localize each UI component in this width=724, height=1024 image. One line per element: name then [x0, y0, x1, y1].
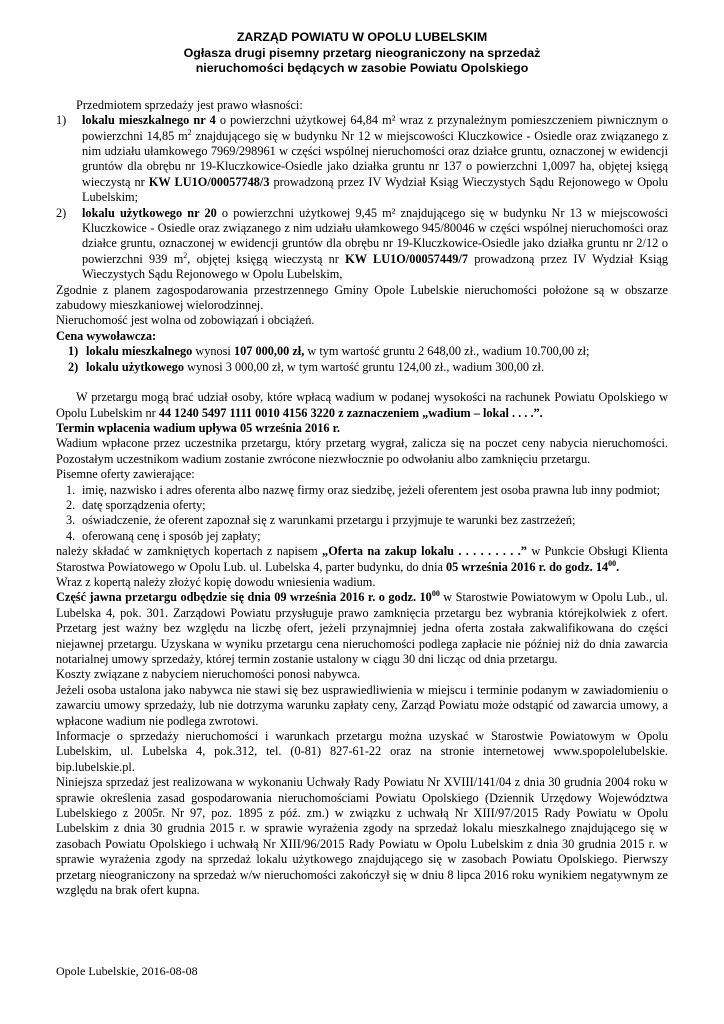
offer-requirement	[56, 529, 668, 544]
header-line-3: nieruchomości będących w zasobie Powiatu Opolskiego	[195, 61, 529, 76]
property-number: 1)	[56, 113, 67, 128]
price-item-amount: 107 000,00 zł,	[233, 344, 305, 359]
announcement-document	[56, 30, 668, 899]
place-and-date: Opole Lubelskie, 2016-08-08	[56, 964, 198, 978]
price-item-type: lokalu mieszkalnego	[86, 344, 193, 359]
property-description: o powierzchni użytkowej 9,45 m² znajdującego się w budynku Nr 13 w miejscowości Kluczkowice - Osiedle oraz związanego z nim udziału ułamkowego 945/80046 w części wspólnej nieruchomości oraz działce gruntu, oznaczonej w ewidencji gruntów dla obrębu nr 19-Kluczkowice-Osiedle jako działka gruntu nr 2/12 o powierzchni 939 m	[82, 205, 668, 266]
submission-text: należy składać w zamkniętych kopertach z napisem	[56, 544, 323, 559]
no-show-paragraph: Jeżeli osoba ustalona jako nabywca nie stawi się bez usprawiedliwienia w miejscu i terminie podanym w zawiadomieniu o zawarciu umowy sprzedaży, lub nie dotrzyma warunku zapłaty ceny, Zarząd Powiatu może odstąpić od zawarcia umowy, a wpłacone wadium nie podlega zwrotowi.	[56, 682, 668, 728]
property-number: 2)	[56, 205, 67, 220]
requirement-number: 4.	[66, 528, 76, 543]
requirement-number: 3.	[66, 513, 76, 528]
opening-details: w Starostwie Powiatowym w Opolu Lub., ul. Lubelska 4, pok. 301. Zarządowi Powiatu przysługuje prawo zamknięcia przetargu bez wybrania którejkolwiek z ofert. Przetarg jest ważny bez względu na liczbę ofert, jeżeli przynajmniej jedna oferta została zakwalifikowana do części niejawnej przetargu. Uzyskana w wyniku przetargu cena nieruchomości podlega zapłacie nie później niż do dnia zawarcia notarialnej umowy sprzedaży, której termin zostanie ustalony w ciągu 30 dni licząc od dnia przetargu.	[56, 590, 669, 666]
intro-paragraph: Przedmiotem sprzedaży jest prawo własności:	[76, 97, 303, 112]
price-item-text: wynosi 3 000,00 zł, w tym wartość gruntu 124,00 zł., wadium 300,00 zł.	[184, 359, 545, 374]
opening-date: Część jawna przetargu odbędzie się dnia 09 września 2016 r. o godz. 10	[56, 590, 432, 605]
property-description: o powierzchni użytkowej 64,84 m² wraz z przynależnym pomieszczeniem piwnicznym o powierzchni 14,85 m	[82, 113, 668, 143]
offer-requirement	[56, 498, 668, 513]
legal-basis-paragraph: Niniejsza sprzedaż jest realizowana w wykonaniu Uchwały Rady Powiatu Nr XVIII/141/04 z dnia 30 grudnia 2004 roku w sprawie określenia zasad gospodarowania nieruchomościami Powiatu Opolskiego (Dziennik Urzędowy Województwa Lubelskiego z 2005r. Nr 97, poz. 1895 z póź. zm.) w związku z uchwałą Nr XIII/97/2015 Rady Powiatu w Opolu Lubelskim z dnia 30 grudnia 2015 r. w sprawie wyrażenia zgody na sprzedaż lokalu mieszkalnego znajdującego się w zasobach Powiatu Opolskiego i uchwałą Nr XIII/96/2015 Rady Powiatu w Opolu Lubelskim z dnia 30 grudnia 2015 r. w sprawie wyrażenia zgody na sprzedaż lokalu użytkowego znajdującego się w zasobach Powiatu Opolskiego. Pierwszy przetarg nieograniczony na sprzedaż w/w nieruchomości zakończył się w dniu 8 lipca 2016 roku wynikiem negatywnym ze względu na brak ofert kupna.	[56, 775, 668, 898]
header-line-1: ZARZĄD POWIATU W OPOLU LUBELSKIM	[236, 30, 488, 44]
starting-price-heading-text: Cena wywoławcza:	[56, 328, 157, 343]
submission-deadline: 05 września 2016 r. do godz. 14	[446, 559, 609, 574]
land-register-number: KW LU1O/00057748/3	[148, 174, 270, 189]
price-item-details: w tym wartość gruntu 2 648,00 zł., wadium 10.700,00 zł;	[304, 344, 590, 359]
deposit-deadline-text: Termin wpłacenia wadium upływa 05 września 2016 r.	[56, 420, 340, 435]
requirement-text: imię, nazwisko i adres oferenta albo nazwę firmy oraz siedzibę, jeżeli oferentem jest osoba prawna lub inny podmiot;	[82, 482, 661, 497]
property-description-cont: znajdującego się w budynku Nr 12 w miejscowości Kluczkowice - Osiedle oraz związanego z nim udziału ułamkowego 7969/298961 w części wspólnej nieruchomości oraz działce gruntu, oznaczonej w ewidencji gruntów dla obrębu nr 19-Kluczkowice-Osiedle jako działka gruntu nr 137 o powierzchni 1,0097 ha, objętej księgą wieczystą nr	[82, 128, 668, 189]
encumbrance-paragraph: Nieruchomość jest wolna od zobowiązań i obciążeń.	[56, 313, 315, 328]
starting-price-heading	[56, 329, 668, 344]
offer-requirement	[56, 483, 668, 498]
property-type: lokalu mieszkalnego nr 4	[82, 113, 216, 128]
property-item-2	[56, 206, 668, 283]
deposit-paragraph	[56, 390, 668, 421]
area-unit-exponent: 2	[183, 250, 188, 260]
submission-place: w Punkcie Obsługi Klienta Starostwa Powiatowego w Opolu Lub. ul. Lubelska 4, parter budynku, do dnia	[56, 544, 669, 574]
requirement-text: datę sporządzenia oferty;	[82, 497, 206, 512]
price-item-type: lokalu użytkowego	[86, 359, 185, 374]
property-court: prowadzoną przez IV Wydział Ksiąg Wieczystych Sądu Rejonowego w Opolu Lubelskim,	[82, 251, 668, 282]
price-item-number: 1)	[68, 344, 79, 359]
offer-requirement	[56, 513, 668, 528]
requirement-text: oferowaną cenę i sposób jej zapłaty;	[82, 528, 261, 543]
deposit-text: W przetargu mogą brać udział osoby, które wpłacą wadium w podanej wysokości na rachunek Powiatu Opolskiego w Opolu Lubelskim nr	[56, 390, 668, 420]
deposit-settlement: Wadium wpłacone przez uczestnika przetargu, który przetarg wygrał, zalicza się na poczet ceny nabycia nieruchomości. Pozostałym uczestnikom wadium zostanie zwrócone niezwłocznie po odwołaniu albo zamknięciu przetargu.	[56, 436, 668, 466]
requirement-number: 2.	[66, 497, 76, 512]
offers-heading: Pisemne oferty zawierające:	[56, 467, 195, 482]
property-court: prowadzoną przez IV Wydział Ksiąg Wieczystych Sądu Rejonowego w Opolu Lubelskim;	[82, 174, 668, 205]
information-paragraph: Informacje o sprzedaży nieruchomości i warunkach przetargu można uzyskać w Starostwie Powiatowym w Opolu Lubelskim, ul. Lubelska 4, pok.312, tel. (0-81) 827-61-22 oraz na stronie internetowej www.spopolelubelskie. bip.lubelskie.pl.	[56, 729, 668, 774]
deposit-deadline	[56, 421, 668, 436]
requirement-text: oświadczenie, że oferent zapoznał się z warunkami przetargu i przyjmuje te warunki bez zastrzeżeń;	[82, 513, 576, 528]
document-header	[56, 30, 668, 77]
bank-account-number: 44 1240 5497 1111 0010 4156 3220 z zaznaczeniem „wadium – lokal . . . .”.	[158, 405, 543, 420]
property-type: lokalu użytkowego nr 20	[82, 205, 217, 220]
opening-paragraph	[56, 590, 668, 667]
property-description-cont: , objętej księgą wieczystą nr	[187, 251, 346, 266]
price-item-text: wynosi	[192, 344, 234, 359]
submission-deadline-minutes: 00	[608, 558, 617, 568]
starting-price-item-2	[56, 360, 668, 375]
area-unit-exponent: 2	[187, 127, 192, 137]
starting-price-item-1	[56, 344, 668, 359]
costs-paragraph: Koszty związane z nabyciem nieruchomości ponosi nabywca.	[56, 667, 361, 682]
submission-end: .	[616, 559, 620, 574]
envelope-label: „Oferta na zakup lokalu . . . . . . . . .”	[322, 544, 527, 559]
property-item-1	[56, 113, 668, 205]
requirement-number: 1.	[66, 482, 76, 497]
price-item-number: 2)	[68, 359, 79, 374]
deposit-proof-note: Wraz z kopertą należy złożyć kopię dowodu wniesienia wadium.	[56, 574, 376, 589]
land-register-number: KW LU1O/00057449/7	[345, 251, 468, 266]
header-line-2: Ogłasza drugi pisemny przetarg nieograniczony na sprzedaż	[183, 45, 541, 60]
zoning-paragraph: Zgodnie z planem zagospodarowania przestrzennego Gminy Opole Lubelskie nieruchomości położone są w obszarze zabudowy mieszkaniowej wielorodzinnej.	[56, 282, 668, 313]
opening-time-minutes: 00	[431, 589, 440, 599]
offer-submission-paragraph	[56, 544, 668, 575]
